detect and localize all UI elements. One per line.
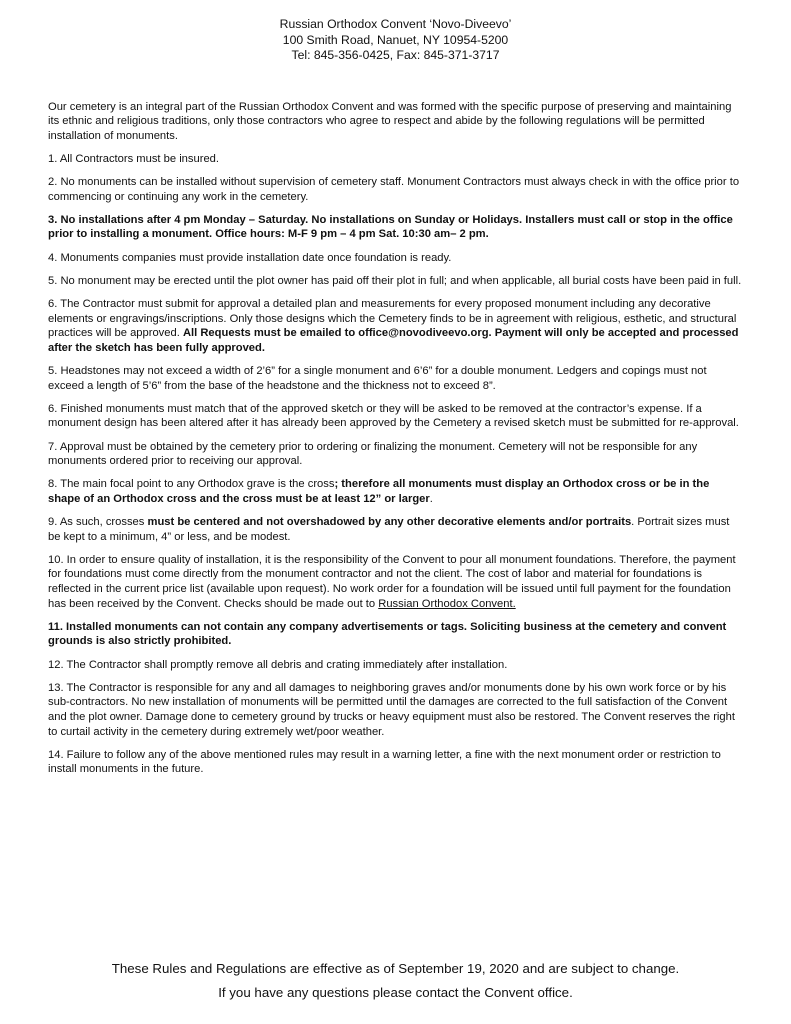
rule-6-approval [48,297,743,355]
rule-6-finished-monuments: 6. Finished monuments must match that of the approved sketch or they will be asked to be removed at the contractor’s expense. If a monument design has been altered after it has already been approved by the Cemetery a revised sketch must be submitted for re-approval. [48,402,739,430]
rule-13: 13. The Contractor is responsible for any and all damages to neighboring graves and/or monuments done by his own work force or by his sub-contractors. No new installation of monuments will be permitted until the damages are corrected to the full satisfaction of the Convent and the plot owner. Damage done to cemetery ground by trucks or heavy equipment must also be restored. The Convent reserves the right to curtail activity in the cemetery during extremely wet/poor weather. [48,681,735,738]
rule-9 [48,515,743,544]
rule-5-plot-payment: 5. No monument may be erected until the plot owner has paid off their plot in full; and when applicable, all burial costs have been paid in full. [48,274,742,287]
rule-9-end: . Portrait sizes must be kept to a minimum, 4” or less, and be modest. [48,516,730,543]
rule-14: 14. Failure to follow any of the above mentioned rules may result in a warning letter, a fine with the next monument order or restriction to install monuments in the future. [48,748,721,776]
rule-12: 12. The Contractor shall promptly remove all debris and crating immediately after installation. [48,658,508,671]
convent-name: Russian Orthodox Convent ‘Novo-Diveevo’ [279,17,512,31]
footer-notice [0,957,791,1005]
letterhead [48,17,743,64]
rule-8 [48,477,743,506]
intro-paragraph: Our cemetery is an integral part of the Russian Orthodox Convent and was formed with the specific purpose of preserving and maintaining its ethnic and religious traditions, only those contractors who agree to respect and abide by the following regulations will be permitted installation of monuments. [48,100,732,142]
rule-1: 1. All Contractors must be insured. [48,152,219,165]
rule-5-headstone-size: 5. Headstones may not exceed a width of 2’6” for a single monument and 6’6” for a double monument. Ledgers and copings must not exceed a length of 5’6” from the base of the headstone and the thickness not to exceed 8”. [48,364,707,392]
contact-notice: If you have any questions please contact the Convent office. [218,985,573,1000]
rule-2: 2. No monuments can be installed without supervision of cemetery staff. Monument Contractors must always check in with the office prior to commencing or continuing any work in the cemetery. [48,176,740,203]
effective-date-notice: These Rules and Regulations are effective as of September 19, 2020 and are subject to change. [111,961,680,976]
rule-6-text: 6. The Contractor must submit for approval a detailed plan and measurements for every proposed monument including any decorative elements or engravings/inscriptions. Only those designs which the Cemetery finds to be in agreement with religious, esthetic, and structural practices will be approved. [48,298,737,340]
rule-4: 4. Monuments companies must provide installation date once foundation is ready. [48,251,452,264]
rule-9-bold: must be centered and not overshadowed by any other decorative elements and/or portraits [147,516,632,529]
rule-7: 7. Approval must be obtained by the cemetery prior to ordering or finalizing the monument. Cemetery will not be responsible for any monuments ordered prior to receiving our approval. [48,440,698,468]
rule-10-payee: Russian Orthodox Convent. [378,597,516,610]
rule-8-end: . [429,492,433,505]
convent-address: 100 Smith Road, Nanuet, NY 10954-5200 [282,32,509,47]
rule-6-email-notice: All Requests must be emailed to office@novodiveevo.org. Payment will only be accepted and processed after the sketch has been fully approved. [48,327,739,354]
rule-11: 11. Installed monuments can not contain any company advertisements or tags. Soliciting business at the cemetery and convent grounds is also strictly prohibited. [48,620,727,648]
rule-8-bold: ; therefore all monuments must display an Orthodox cross or be in the shape of an Orthodox cross and the cross must be at least 12” or larger [48,478,710,505]
rule-9-text: 9. As such, crosses [48,516,148,529]
rule-3: 3. No installations after 4 pm Monday – Saturday. No installations on Sunday or Holidays. Installers must call or stop in the office prior to installing a monument. Office hours: M-F 9 pm – 4 pm Sat. 10:30 am– 2 pm. [48,213,733,241]
rule-10 [48,553,743,611]
rule-10-text: 10. In order to ensure quality of installation, it is the responsibility of the Convent to pour all monument foundations. Therefore, the payment for foundations must come directly from the monument contractor and not the client. The cost of labor and material for foundations is reflected in the current price list (available upon request). No work order for a foundation will be issued until full payment for the foundation has been received by the Convent. Checks should be made out to [48,553,736,610]
rule-8-text: 8. The main focal point to any Orthodox grave is the cross [48,478,335,491]
convent-contact: Tel: 845-356-0425, Fax: 845-371-3717 [291,48,500,62]
